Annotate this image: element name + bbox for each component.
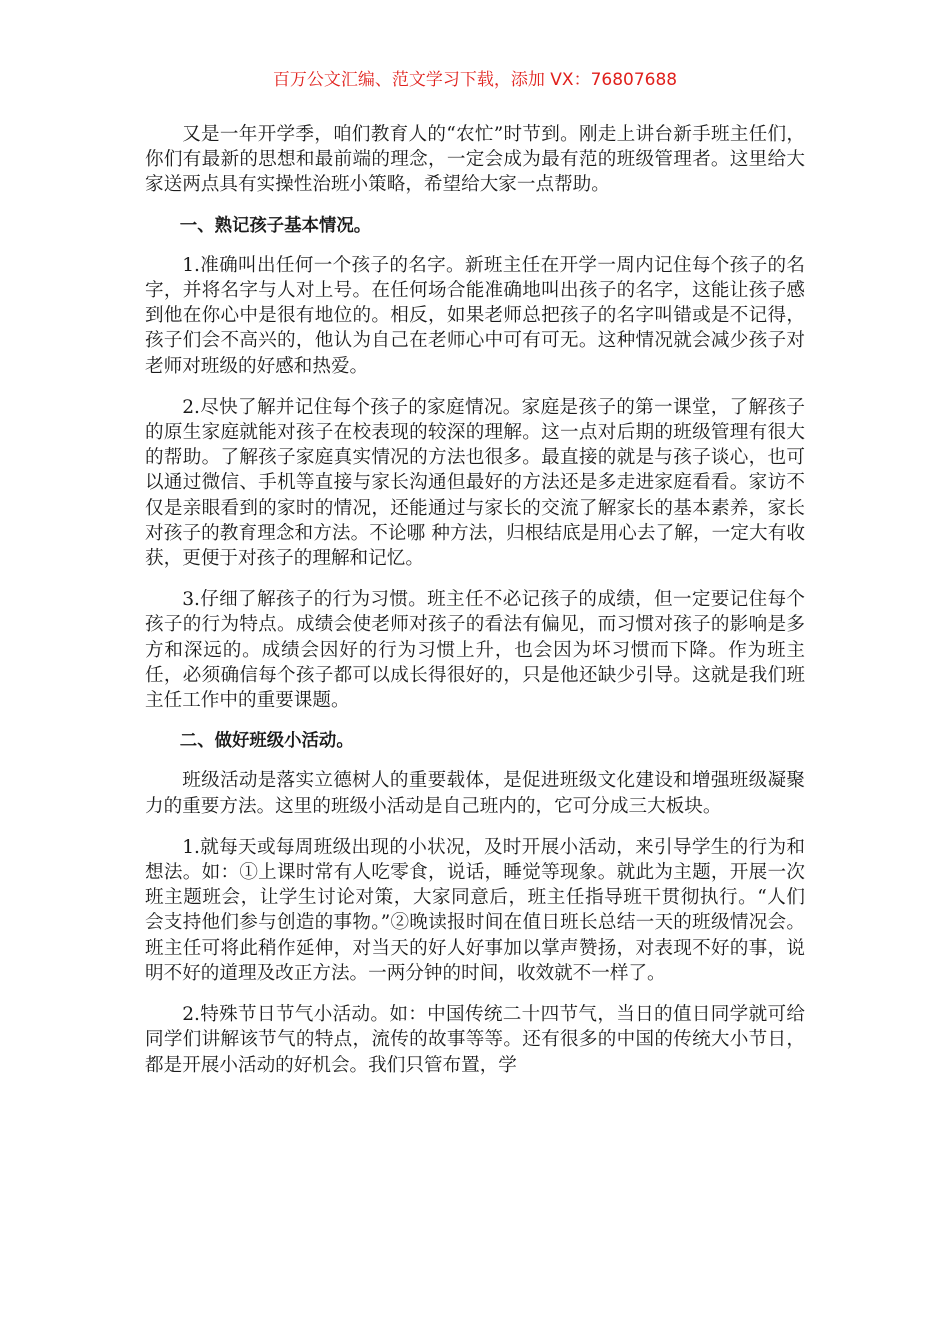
intro-paragraph: 又是一年开学季，咱们教育人的“农忙”时节到。刚走上讲台新手班主任们，你们有最新的思想和最前端的理念，一定会成为最有范的班级管理者。这里给大家送两点具有实操性治班小策略，希望给大家一点帮助。 <box>145 124 805 196</box>
watermark-header: 百万公文汇编、范文学习下载，添加 VX：76807688 <box>272 70 678 90</box>
section-2-item-2: 2.特殊节日节气小活动。如：中国传统二十四节气，当日的值日同学就可给同学们讲解该节气的特点，流传的故事等等。还有很多的中国的传统大小节日，都是开展小活动的好机会。我们只管布置，学 <box>145 1004 805 1076</box>
section-1-item-3: 3.仔细了解孩子的行为习惯。班主任不必记孩子的成绩，但一定要记住每个孩子的行为特点。成绩会使老师对孩子的看法有偏见，而习惯对孩子的影响是多方和深远的。成绩会因好的行为习惯上升，也会因为坏习惯而下降。作为班主任，必须确信每个孩子都可以成长得很好的，只是他还缺少引导。这就是我们班主任工作中的重要课题。 <box>145 589 805 712</box>
section-heading-1: 一、熟记孩子基本情况。 <box>179 215 372 236</box>
section-1-item-2: 2.尽快了解并记住每个孩子的家庭情况。家庭是孩子的第一课堂，了解孩子的原生家庭就能对孩子在校表现的较深的理解。这一点对后期的班级管理有很大的帮助。了解孩子家庭真实情况的方法也很多。最直接的就是与孩子谈心，也可以通过微信、手机等直接与家长沟通但最好的方法还是多走进家庭看看。家访不仅是亲眼看到的家时的情况，还能通过与家长的交流了解家长的基本素养，家长对孩子的教育理念和方法。不论哪 种方法，归根结底是用心去了解，一定大有收获，更便于对孩子的理解和记忆。 <box>145 396 805 570</box>
section-2-item-1: 1.就每天或每周班级出现的小状况，及时开展小活动，来引导学生的行为和想法。如：①上课时常有人吃零食，说话，睡觉等现象。就此为主题，开展一次班主题班会，让学生讨论对策，大家同意后，班主任指导班干贯彻执行。“人们会支持他们参与创造的事物。”②晚读报时间在值日班长总结一天的班级情况会。班主任可将此稍作延伸，对当天的好人好事加以掌声赞扬，对表现不好的事，说明不好的道理及改正方法。一两分钟的时间，收效就不一样了。 <box>145 836 805 984</box>
article-body <box>145 122 805 1094</box>
section-heading-2: 二、做好班级小活动。 <box>179 731 354 752</box>
section-2-intro: 班级活动是落实立德树人的重要载体，是促进班级文化建设和增强班级凝聚力的重要方法。这里的班级小活动是自己班内的，它可分成三大板块。 <box>145 770 805 817</box>
section-1-item-1: 1.准确叫出任何一个孩子的名字。新班主任在开学一周内记住每个孩子的名字，并将名字与人对上号。在任何场合能准确地叫出孩子的名字，这能让孩子感到他在你心中是很有地位的。相反，如果老师总把孩子的名字叫错或是不记得，孩子们会不高兴的，他认为自己在老师心中可有可无。这种情况就会减少孩子对老师对班级的好感和热爱。 <box>145 254 805 377</box>
